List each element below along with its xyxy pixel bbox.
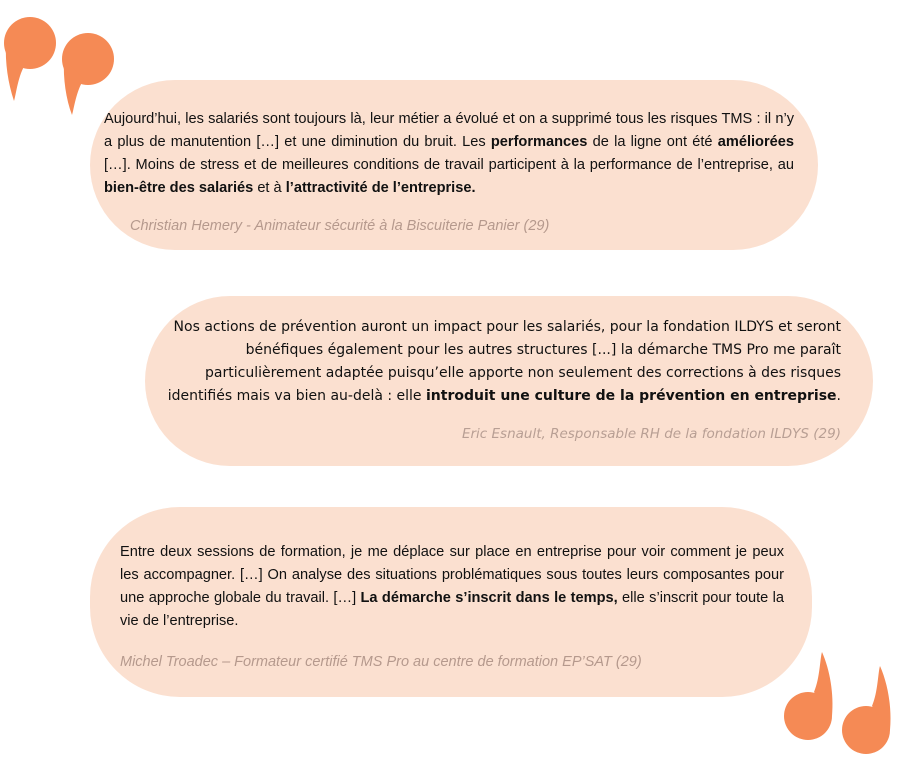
testimonial-author: Eric Esnault, Responsable RH de la fondation ILDYS (29) xyxy=(461,426,841,442)
emphasis-text: introduit une culture de la prévention en entreprise xyxy=(426,388,837,404)
text-segment: Nos actions de prévention auront un impact pour les salariés, pour la fondation ILDYS et seront bénéfiques également pour les autres structures [...] la démarche TMS Pro me paraît particulièrement adaptée puisqu’elle apporte non seulement des corrections à des risques identifiés mais va bien au-delà : elle xyxy=(167,319,841,404)
testimonial-author: Christian Hemery - Animateur sécurité à la Biscuiterie Panier (29) xyxy=(130,218,550,234)
text-segment: Entre deux sessions de formation, je me déplace sur place en entreprise pour voir comment je peux les accompagner. […] On analyse des situations problématiques sous toutes leurs composantes pour une approche globale du travail. […] xyxy=(120,544,784,606)
text-segment: Aujourd’hui, les salariés sont toujours là, leur métier a évolué et on a supprimé tous les risques TMS : il n’y a plus de manutention […] et une diminution du bruit. Les xyxy=(104,111,794,150)
text-segment: . xyxy=(836,388,841,404)
testimonial-card-1 xyxy=(90,80,818,250)
testimonial-author: Michel Troadec – Formateur certifié TMS Pro au centre de formation EP’SAT (29) xyxy=(120,654,642,670)
text-segment: de la ligne ont été xyxy=(587,134,718,150)
text-segment: […]. Moins de stress et de meilleures conditions de travail participent à la performance de l’entreprise, au xyxy=(104,157,794,173)
text-segment: elle s’inscrit pour toute la vie de l’entreprise. xyxy=(120,590,784,629)
emphasis-text: La démarche s’inscrit dans le temps, xyxy=(360,590,618,606)
emphasis-text: bien-être des salariés xyxy=(104,180,254,196)
testimonial-card-2 xyxy=(145,296,873,466)
emphasis-text: performances xyxy=(490,134,588,150)
testimonial-card-3 xyxy=(90,507,812,697)
testimonial-text xyxy=(120,541,784,633)
emphasis-text: l’attractivité de l’entreprise. xyxy=(285,180,476,196)
testimonial-text xyxy=(153,316,841,408)
text-segment: et à xyxy=(253,180,286,196)
closing-quote-icon xyxy=(778,648,900,760)
emphasis-text: améliorées xyxy=(717,134,794,150)
opening-quote-icon xyxy=(0,5,125,120)
testimonial-text xyxy=(104,108,794,200)
